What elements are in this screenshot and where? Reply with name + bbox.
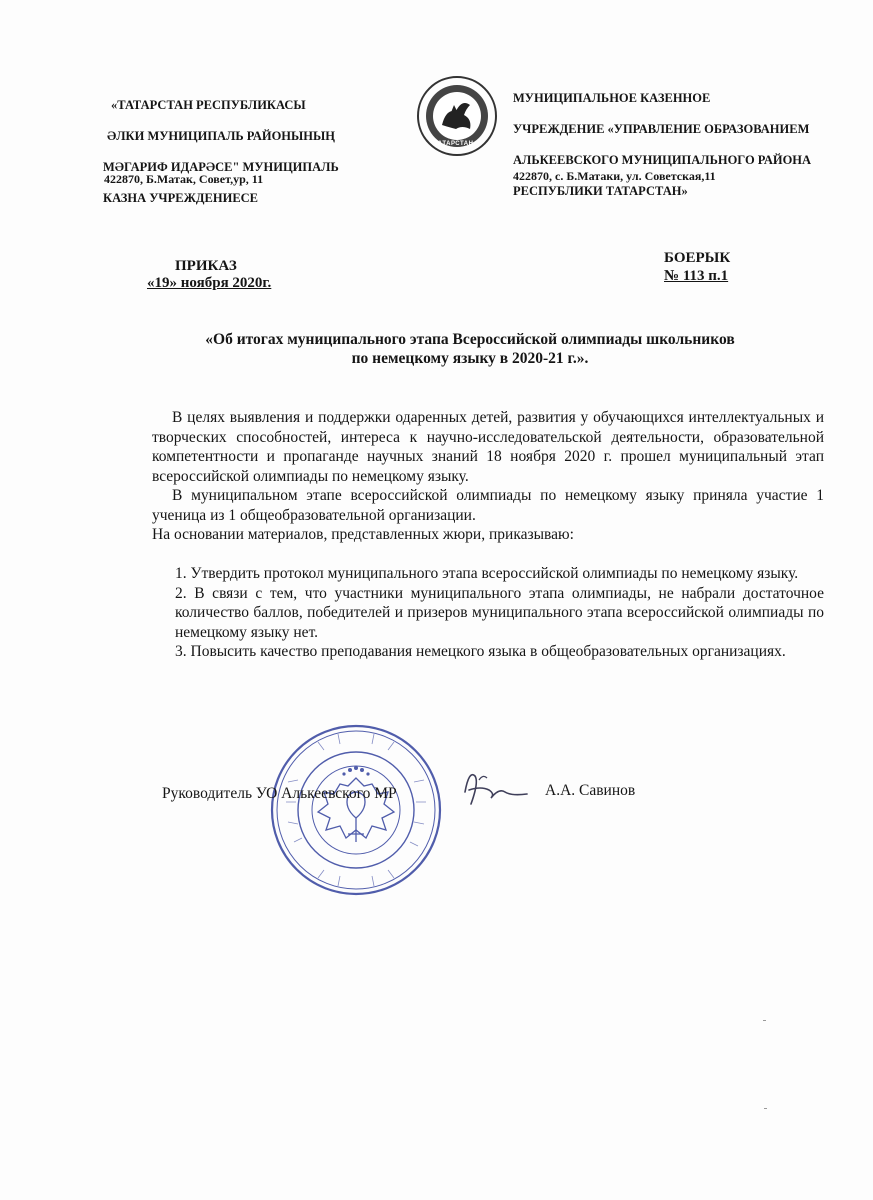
header-right-line: УЧРЕЖДЕНИЕ «УПРАВЛЕНИЕ ОБРАЗОВАНИЕМ [513,121,810,136]
header-left-line: «ТАТАРСТАН РЕСПУБЛИКАСЫ [111,97,306,112]
body-paragraph: В муниципальном этапе всероссийской олимпиады по немецкому языку приняла участие 1 ученица из 1 общеобразовательной организации. [152,487,824,524]
signature-name: А.А. Савинов [545,782,636,799]
header-left-address: 422870, Б.Матак, Совет,ур, 11 [104,172,264,186]
header-left-line: КАЗНА УЧРЕЖДЕНИЕСЕ [103,190,259,205]
document-title [160,330,780,368]
order-item: 1. Утвердить протокол муниципального этапа всероссийской олимпиады по немецкому языку. [175,565,799,582]
document-title-line: «Об итогах муниципального этапа Всероссийской олимпиады школьников [205,331,735,348]
body-paragraph: На основании материалов, представленных жюри, приказываю: [152,526,574,543]
header-right-line: РЕСПУБЛИКИ ТАТАРСТАН» [513,183,688,198]
tatarstan-emblem-icon [416,75,498,157]
header-left-line: МӘГАРИФ ИДАРӘСЕ" МУНИЦИПАЛЬ [103,159,339,174]
header-left-org [103,82,403,222]
header-right-line: МУНИЦИПАЛЬНОЕ КАЗЕННОЕ [513,90,711,105]
order-title-ru: ПРИКАЗ [175,258,237,274]
scan-speck [763,1020,766,1021]
order-number-text: № 113 п.1 [664,268,729,284]
order-list [175,564,824,662]
header-right-org [513,75,833,215]
body-text [152,408,824,545]
scan-speck [764,1108,767,1109]
header-left-line: ӘЛКИ МУНИЦИПАЛЬ РАЙОНЫНЫҢ [107,128,336,143]
order-item: 2. В связи с тем, что участники муниципального этапа олимпиады, не набрали достаточное количество баллов, победителей и призеров муниципального этапа всероссийской олимпиады по немецкому языку нет. [175,584,824,641]
header-right-line: АЛЬКЕЕВСКОГО МУНИЦИПАЛЬНОГО РАЙОНА [513,152,812,167]
handwritten-signature-icon [455,764,535,814]
order-number [664,268,728,285]
document-title-line: по немецкому языку в 2020-21 г.». [351,350,589,367]
order-date: «19» ноября 2020г. [147,275,272,291]
order-item: 3. Повысить качество преподавания немецкого языка в общеобразовательных организациях. [175,643,786,660]
header-right-address: 422870, с. Б.Матаки, ул. Советская,11 [513,169,716,183]
order-title-tt: БОЕРЫК [664,250,731,266]
official-stamp [268,722,444,898]
body-paragraph: В целях выявления и поддержки одаренных детей, развития у обучающихся интеллектуальных и творческих способностей, интереса к научно-исследовательской деятельности, образовательной компетентности и пропаганде научных знаний 18 ноября 2020 г. прошел муниципальный этап всероссийской олимпиады по немецкому языку. [152,409,824,485]
signature-position: Руководитель УО Алькеевского МР [162,785,397,802]
emblem-text: ТАТАРСТАН [434,141,474,147]
